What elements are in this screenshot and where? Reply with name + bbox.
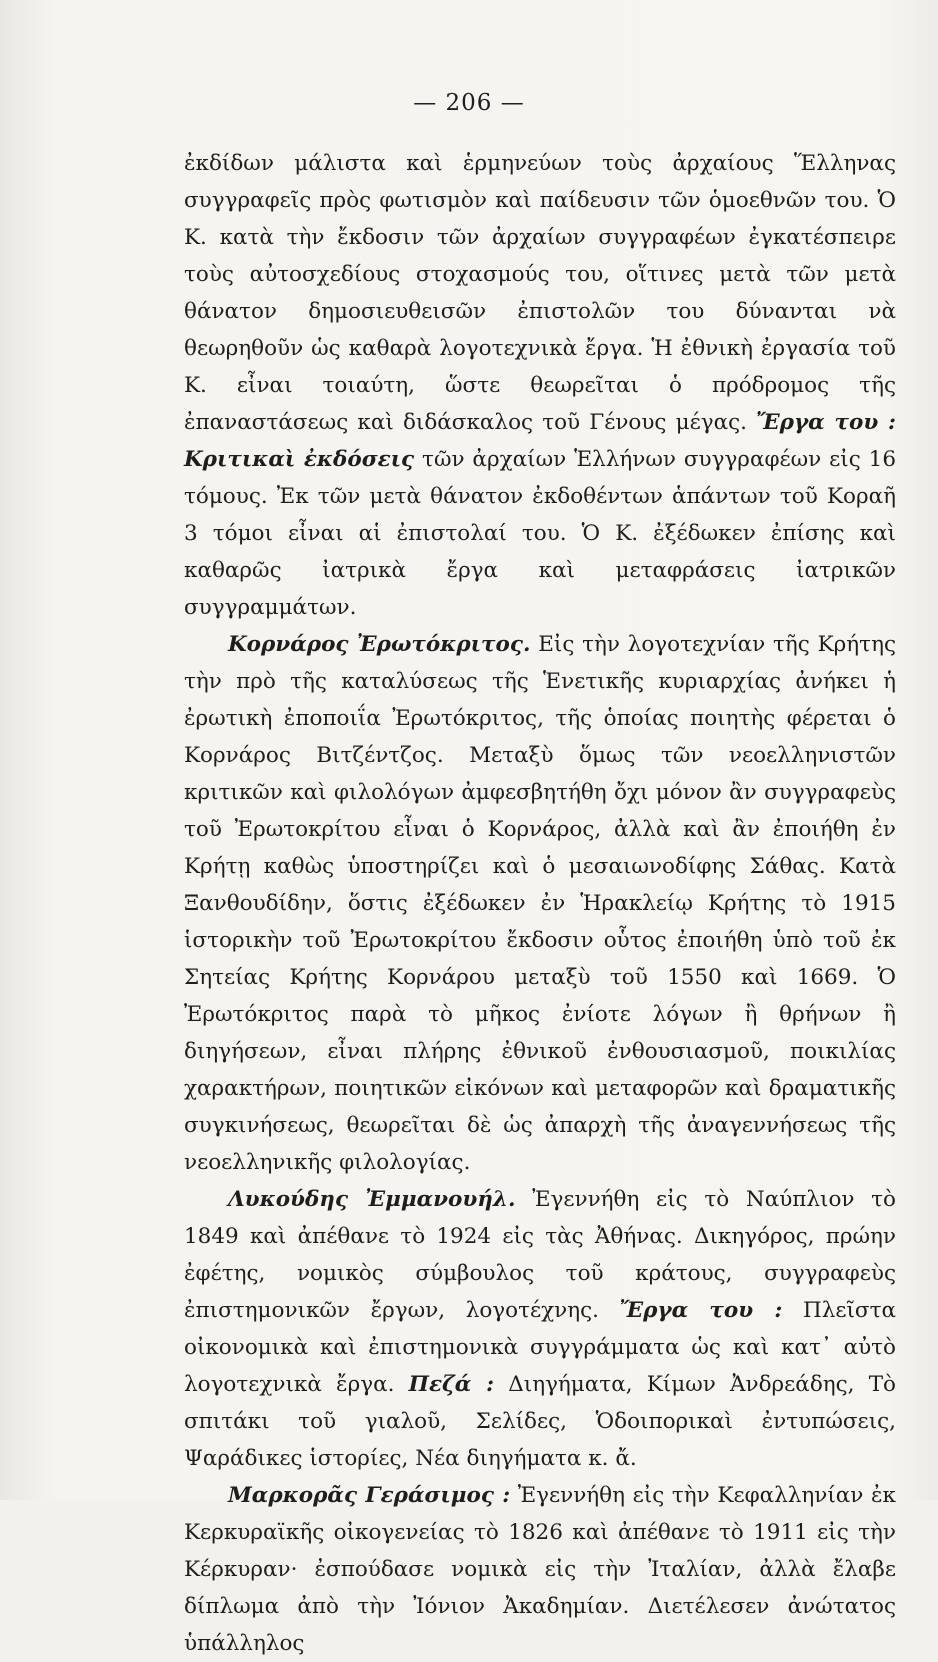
paragraph <box>184 626 896 1181</box>
text-run: Ἐγεννήθη εἰς τὴν Κεφαλληνίαν ἐκ Κερκυραϊκῆς οἰκογενείας τὸ 1826 καὶ ἀπέθανε τὸ 1911 εἰς τὴν Κέρκυραν· ἐσπούδασε νομικὰ εἰς τὴν Ἰταλίαν, ἀλλὰ ἔλαβε δίπλωμα ἀπὸ τὴν Ἰόνιον Ἀκαδημίαν. Διετέλεσεν ἀνώτατος ὑπάλληλος <box>184 1483 896 1656</box>
text-run: Διηγήματα, Κίμων Ἀνδρεάδης, Τὸ σπιτάκι τοῦ γιαλοῦ, Σελίδες, Ὁδοιπορικαὶ ἐντυπώσεις, Ψαράδικες ἱστορίες, Νέα διηγήματα κ. ἄ. <box>184 1372 896 1471</box>
paragraph <box>184 1181 896 1477</box>
paragraph <box>184 1477 896 1662</box>
text-run: ἐκδίδων μάλιστα καὶ ἑρμηνεύων τοὺς ἀρχαίους Ἕλληνας συγγραφεῖς πρὸς φωτισμὸν καὶ παίδευσιν τῶν ὁμοεθνῶν του. Ὁ Κ. κατὰ τὴν ἔκδοσιν τῶν ἀρχαίων συγγραφέων ἐγκατέσπειρε τοὺς αὐτοσχεδίους στοχασμούς του, οἵτινες μετὰ τῶν μετὰ θάνατον δημοσιευθεισῶν ἐπιστολῶν του δύνανται νὰ θεωρηθοῦν ὡς καθαρὰ λογοτεχνικὰ ἔργα. Ἡ ἐθνικὴ ἐργασία τοῦ Κ. εἶναι τοιαύτη, ὥστε θεωρεῖται ὁ πρόδρομος τῆς ἐπαναστάσεως καὶ διδάσκαλος τοῦ Γένους μέγας. <box>184 151 896 435</box>
page-body-text <box>184 145 896 1662</box>
highlighted-heading: Ἔργα του : <box>619 1298 783 1323</box>
text-run: τῶν ἀρχαίων Ἑλλήνων συγγραφέων εἰς 16 τόμους. Ἐκ τῶν μετὰ θάνατον ἐκδοθέντων ἁπάντων τοῦ Κοραῆ 3 τόμοι εἶναι αἱ ἐπιστολαί του. Ὁ Κ. ἐξέδωκεν ἐπίσης καὶ καθαρῶς ἰατρικὰ ἔργα καὶ μεταφράσεις ἰατρικῶν συγγραμμάτων. <box>184 447 897 620</box>
highlighted-heading: Ἔργα του : <box>756 410 896 435</box>
highlighted-heading: Λυκούδης Ἐμμανουήλ. <box>228 1187 516 1212</box>
text-run: Εἰς τὴν λογοτεχνίαν τῆς Κρήτης τὴν πρὸ τῆς καταλύσεως τῆς Ἑνετικῆς κυριαρχίας ἀνήκει ἡ ἐρωτικὴ ἐποποιΐα Ἐρωτόκριτος, τῆς ὁποίας ποιητὴς φέρεται ὁ Κορνάρος Βιτζέντζος. Μεταξὺ ὅμως τῶν νεοελληνιστῶν κριτικῶν καὶ φιλολόγων ἀμφεσβητήθη ὄχι μόνον ἂν συγγραφεὺς τοῦ Ἐρωτοκρίτου εἶναι ὁ Κορνάρος, ἀλλὰ καὶ ἂν ἐποιήθη ἐν Κρήτῃ καθὼς ὑποστηρίζει καὶ ὁ μεσαιωνοδίφης Σάθας. Κατὰ Ξανθουδίδην, ὅστις ἐξέδωκεν ἐν Ἡρακλείῳ Κρήτης τὸ 1915 ἱστορικὴν τοῦ Ἐρωτοκρίτου ἔκδοσιν οὗτος ἐποιήθη ὑπὸ τοῦ ἐκ Σητείας Κρήτης Κορνάρου μεταξὺ τοῦ 1550 καὶ 1669. Ὁ Ἐρωτόκριτος παρὰ τὸ μῆκος ἐνίοτε λόγων ἢ θρήνων ἢ διηγήσεων, εἶναι πλήρης ἐθνικοῦ ἐνθουσιασμοῦ, ποικιλίας χαρακτήρων, ποιητικῶν εἰκόνων καὶ μεταφορῶν καὶ δραματικῆς συγκινήσεως, θεωρεῖται δὲ ὡς ἀπαρχὴ τῆς ἀναγεννήσεως τῆς νεοελληνικῆς φιλολογίας. <box>184 632 896 1175</box>
highlighted-heading: Κριτικαὶ ἐκδόσεις <box>184 447 415 472</box>
page-number: — 206 — <box>413 90 525 116</box>
paragraph <box>184 145 896 626</box>
highlighted-heading: Μαρκορᾶς Γεράσιμος : <box>228 1483 511 1508</box>
highlighted-heading: Πεζά : <box>408 1372 495 1397</box>
highlighted-heading: Κορνάρος Ἐρωτόκριτος. <box>228 632 531 657</box>
text-run: Πλεῖστα οἰκονομικὰ καὶ ἐπιστημονικὰ συγγράμματα ὡς καὶ κατ᾽ αὐτὸ λογοτεχνικὰ ἔργα. <box>184 1298 896 1397</box>
text-run: Ἐγεννήθη εἰς τὸ Ναύπλιον τὸ 1849 καὶ ἀπέθανε τὸ 1924 εἰς τὰς Ἀθήνας. Δικηγόρος, πρώην ἐφέτης, νομικὸς σύμβουλος τοῦ κράτους, συγγραφεὺς ἐπιστημονικῶν ἔργων, λογοτέχνης. <box>184 1187 897 1323</box>
